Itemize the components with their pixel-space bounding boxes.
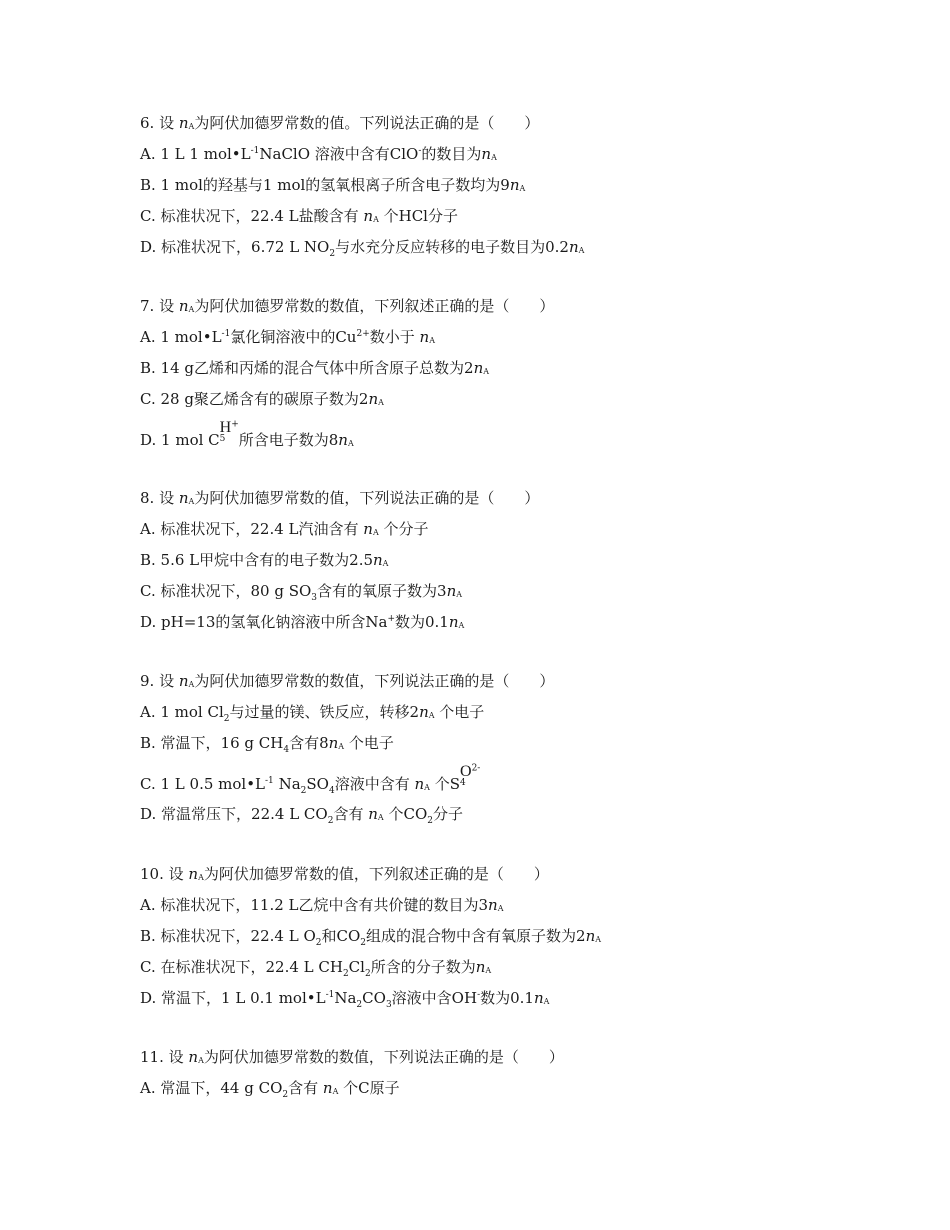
na-symbol: $n_A$ xyxy=(188,1048,204,1066)
question-7-stem: 7. 设 $n_A$为阿伏加德罗常数的数值，下列叙述正确的是（ ） xyxy=(140,297,555,315)
na-symbol: $n_A$ xyxy=(488,896,504,914)
question-10-option-b: B. 标准状况下，22.4 L $O_2$和$CO_2$组成的混合物中含有氧原子数为$2n_A$ xyxy=(140,927,602,948)
na-symbol: $n_A$ xyxy=(178,672,195,690)
question-7-option-b: B. 14 g乙烯和丙烯的混合气体中所含原子总数为$2n_A$ xyxy=(140,359,490,377)
na-symbol: $n_A$ xyxy=(373,551,389,569)
question-8-option-b: B. 5.6 L甲烷中含有的电子数为$2.5n_A$ xyxy=(140,551,389,569)
question-6-option-a: A. 1 L 1 $mol•L^{-1}NaClO$ 溶液中含有ClO-的数目为$n_A$ xyxy=(140,145,497,163)
na-symbol: $n_A$ xyxy=(475,958,492,976)
na-symbol: $n_A$ xyxy=(481,145,497,163)
cation-formula: H+ 5 xyxy=(219,419,239,444)
question-7-option-a: A. 1 $mol•L^{-1}$氯化铜溶液中的$Cu^{2+}$数小于 $n_A$ xyxy=(140,328,435,346)
na-symbol: $n_A$ xyxy=(414,775,430,793)
na-symbol: $n_A$ xyxy=(338,431,354,449)
na-symbol: $n_A$ xyxy=(473,359,490,377)
na-symbol: $n_A$ xyxy=(448,613,465,631)
question-9-option-c: C. 1 L 0.5 $mol•L^{-1}$ $Na_2SO_4$溶液中含有 $n_A$ 个S $O^{2-}$ 4 xyxy=(140,763,481,796)
na-symbol: $n_A$ xyxy=(178,297,195,315)
question-10-stem: 10. 设 $n_A$为阿伏加德罗常数的值，下列叙述正确的是（ ） xyxy=(140,865,549,883)
question-10-option-d: D. 常温下，1 L 0.1 $mol•L^{-1}Na_2CO_3$溶液中含OH-数为$0.1n_A$ xyxy=(140,989,550,1010)
question-8-option-d: D. pH=13的氢氧化钠溶液中所含Na+数为$0.1n_A$ xyxy=(140,613,465,631)
na-symbol: $n_A$ xyxy=(419,328,435,346)
na-symbol: $n_A$ xyxy=(368,805,384,823)
question-11-option-a: A. 常温下，44 g $CO_2$含有 $n_A$ 个C原子 xyxy=(140,1079,400,1100)
na-symbol: $n_A$ xyxy=(363,520,379,538)
na-symbol: $n_A$ xyxy=(585,927,602,945)
na-symbol: $n_A$ xyxy=(188,865,204,883)
na-symbol: $n_A$ xyxy=(363,207,379,225)
question-6-option-d: D. 标准状况下，6.72 L $NO_2$与水充分反应转移的电子数目为$0.2n_A$ xyxy=(140,238,585,259)
question-8-option-c: C. 标准状况下，80 g $SO_3$含有的氧原子数为$3n_A$ xyxy=(140,582,463,603)
na-symbol: $n_A$ xyxy=(368,390,384,408)
question-9-stem: 9. 设 $n_A$为阿伏加德罗常数的数值，下列说法正确的是（ ） xyxy=(140,672,555,690)
question-8-stem: 8. 设 $n_A$为阿伏加德罗常数的值，下列说法正确的是（ ） xyxy=(140,489,540,507)
na-symbol: $n_A$ xyxy=(533,989,550,1007)
question-7-option-d: D. 1 mol C H+ 5 所含电子数为$8n_A$ xyxy=(140,419,354,449)
question-11-stem: 11. 设 $n_A$为阿伏加德罗常数的数值，下列说法正确的是（ ） xyxy=(140,1048,564,1066)
na-symbol: $n_A$ xyxy=(178,114,195,132)
question-6-option-c: C. 标准状况下，22.4 L盐酸含有 $n_A$ 个HCl分子 xyxy=(140,207,458,225)
na-symbol: $n_A$ xyxy=(328,734,345,752)
question-9-option-b: B. 常温下，16 g $CH_4$含有$8n_A$ 个电子 xyxy=(140,734,394,755)
na-symbol: $n_A$ xyxy=(419,703,435,721)
na-symbol: $n_A$ xyxy=(509,176,526,194)
question-6-option-b: B. 1 mol的羟基与1 mol的氢氧根离子所含电子数均为$9n_A$ xyxy=(140,176,526,194)
question-8-option-a: A. 标准状况下，22.4 L汽油含有 $n_A$ 个分子 xyxy=(140,520,429,538)
na-symbol: $n_A$ xyxy=(178,489,195,507)
sulfate-formula: $O^{2-}$ 4 xyxy=(460,763,481,788)
question-6-stem: 6. 设 $n_A$为阿伏加德罗常数的值。下列说法正确的是（ ） xyxy=(140,114,540,132)
na-symbol: $n_A$ xyxy=(446,582,463,600)
na-symbol: $n_A$ xyxy=(568,238,585,256)
question-9-option-a: A. 1 mol $Cl_2$与过量的镁、铁反应，转移$2n_A$ 个电子 xyxy=(140,703,485,724)
question-10-option-a: A. 标准状况下，11.2 L乙烷中含有共价键的数目为$3n_A$ xyxy=(140,896,504,914)
question-9-option-d: D. 常温常压下，22.4 L $CO_2$含有 $n_A$ 个$CO_2$分子 xyxy=(140,805,463,826)
na-symbol: $n_A$ xyxy=(322,1079,339,1097)
question-10-option-c: C. 在标准状况下，22.4 L $CH_2Cl_2$所含的分子数为$n_A$ xyxy=(140,958,492,979)
question-7-option-c: C. 28 g聚乙烯含有的碳原子数为$2n_A$ xyxy=(140,390,384,408)
